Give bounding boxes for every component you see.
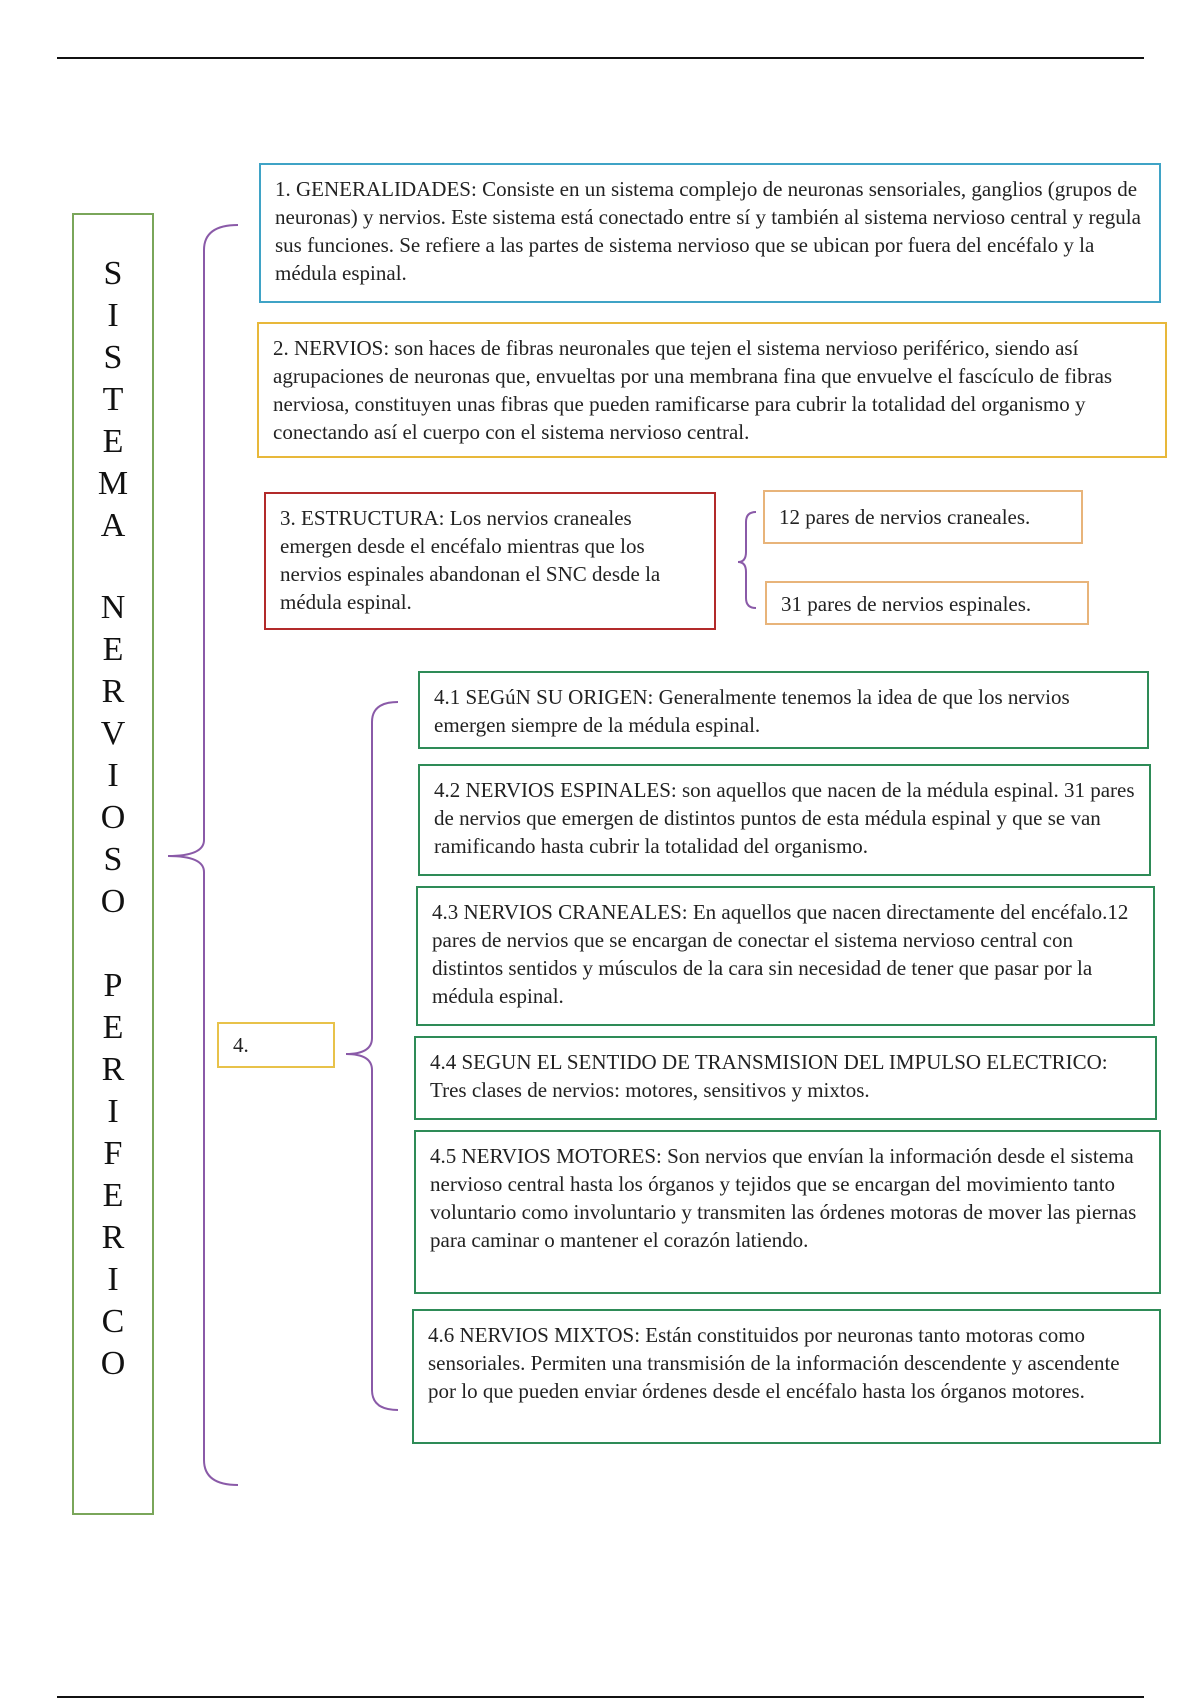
title-letter: I	[107, 757, 119, 794]
title-letter: N	[100, 589, 126, 626]
title-letter: R	[101, 1219, 125, 1256]
sub-box-4-5: 4.5 NERVIOS MOTORES: Son nervios que envían la información desde el sistema nervioso central hasta los órganos y tejidos que se encargan del movimiento tanto voluntario como involuntario y transmiten las órdenes motoras de mover las piernas para caminar o mantener el corazón latiendo.	[414, 1130, 1161, 1294]
title-letter: F	[103, 1135, 123, 1172]
title-letter: C	[101, 1303, 125, 1340]
title-letter: E	[102, 1177, 124, 1214]
title-letter: I	[107, 297, 119, 334]
title-letter: P	[103, 967, 123, 1004]
title-letter: A	[100, 507, 126, 544]
sub-box-4-1: 4.1 SEGúN SU ORIGEN: Generalmente tenemos la idea de que los nervios emergen siempre de la médula espinal.	[418, 671, 1149, 749]
title-letter: O	[100, 1345, 126, 1382]
pares-craneales-box: 12 pares de nervios craneales.	[763, 490, 1083, 544]
title-letter: O	[100, 883, 126, 920]
title-letter: R	[101, 673, 125, 710]
title-letter: S	[103, 841, 123, 878]
sub-box-4-6: 4.6 NERVIOS MIXTOS: Están constituidos por neuronas tanto motoras como sensoriales. Permiten una transmisión de la información descendente y ascendente por lo que pueden enviar órdenes desde el encéfalo hasta los órganos motores.	[412, 1309, 1161, 1444]
title-letter: V	[100, 715, 126, 752]
sub-box-4-4: 4.4 SEGUN EL SENTIDO DE TRANSMISION DEL IMPULSO ELECTRICO: Tres clases de nervios: motores, sensitivos y mixtos.	[414, 1036, 1157, 1120]
title-letter: I	[107, 1093, 119, 1130]
title-letter: I	[107, 1261, 119, 1298]
sub-box-4-2: 4.2 NERVIOS ESPINALES: son aquellos que nacen de la médula espinal. 31 pares de nervios que emergen de distintos puntos de esta médula espinal y que se van ramificando hasta cubrir la totalidad del organismo.	[418, 764, 1151, 876]
main-brace	[168, 225, 238, 1485]
title-letter: E	[102, 423, 124, 460]
generalidades-box: 1. GENERALIDADES: Consiste en un sistema complejo de neuronas sensoriales, ganglios (grupos de neuronas) y nervios. Este sistema está conectado entre sí y también al sistema nervioso central y regula sus funciones. Se refiere a las partes de sistema nervioso que se ubican por fuera del encéfalo y la médula espinal.	[259, 163, 1161, 303]
structure-brace	[738, 512, 756, 608]
title-letter: O	[100, 799, 126, 836]
title-letter: T	[102, 381, 124, 418]
title-letter: S	[103, 255, 123, 292]
title-letter: S	[103, 339, 123, 376]
title-letter: R	[101, 1051, 125, 1088]
title-letter: M	[97, 465, 129, 502]
sub-box-4-3: 4.3 NERVIOS CRANEALES: En aquellos que nacen directamente del encéfalo.12 pares de nervios que se encargan de conectar el sistema nervioso central con distintos sentidos y músculos de la cara sin necesidad de tener que pasar por la médula espinal.	[416, 886, 1155, 1026]
four-label-box: 4.	[217, 1022, 335, 1068]
title-letter: E	[102, 1009, 124, 1046]
nervios-box: 2. NERVIOS: son haces de fibras neuronales que tejen el sistema nervioso periférico, siendo así agrupaciones de neuronas que, envueltas por una membrana fina que envuelve el fascículo de fibras nerviosa, constituyen unas fibras que pueden ramificarse para cubrir la totalidad del organismo y conectando así el cuerpo con el sistema nervioso central.	[257, 322, 1167, 458]
title-letter: E	[102, 631, 124, 668]
sub-brace	[346, 702, 398, 1410]
pares-espinales-box: 31 pares de nervios espinales.	[765, 581, 1089, 625]
estructura-box: 3. ESTRUCTURA: Los nervios craneales emergen desde el encéfalo mientras que los nervios espinales abandonan el SNC desde la médula espinal.	[264, 492, 716, 630]
